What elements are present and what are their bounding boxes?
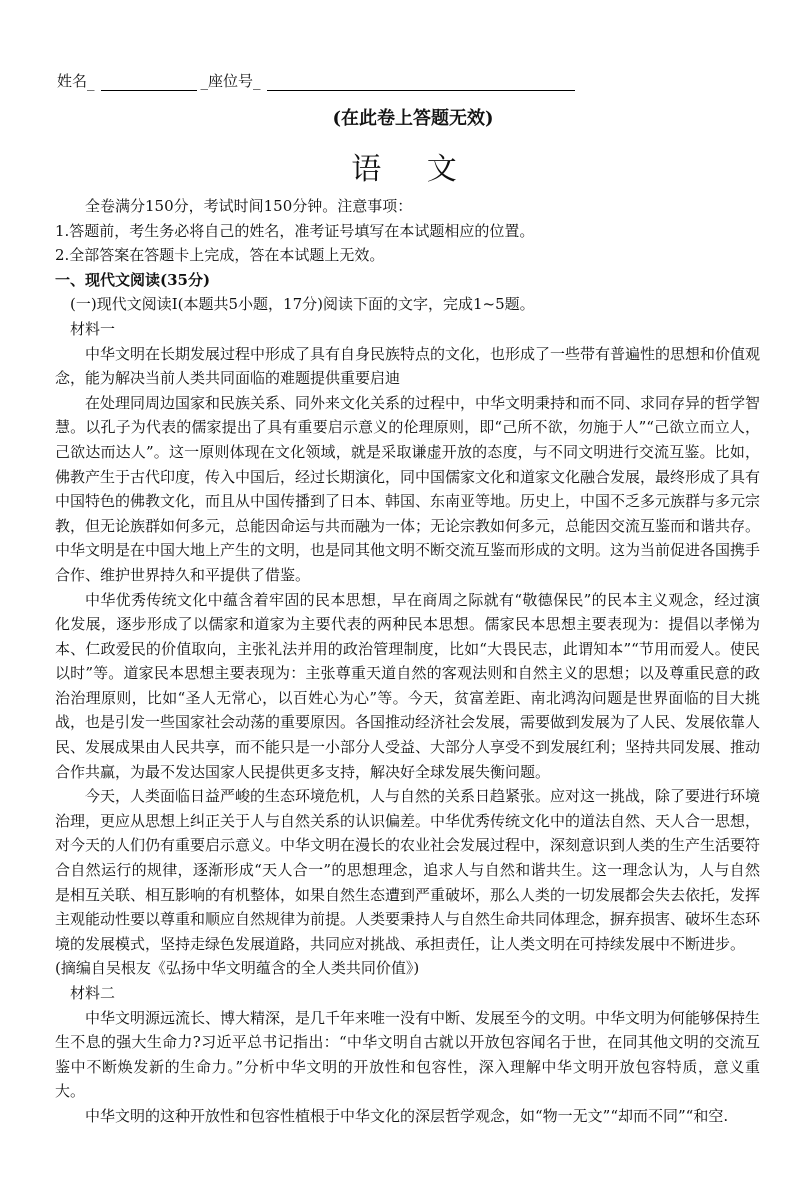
material-2-paragraph-2: 中华文明的这种开放性和包容性植根于中华文化的深层哲学观念，如“物一无文”“却而不同”“和空.	[85, 1106, 729, 1125]
page-title: 语 文	[351, 152, 475, 187]
material-2-paragraph-1: 中华文明源远流长、博大精深，是几千年来唯一没有中断、发展至今的文明。中华文明为何能够保持生生不息的强大生命力?习近平总书记指出：“中华文明自古就以开放包容闻名于世，在同其他文明的交流互鉴中不断焕发新的生命力。”分析中华文明的开放性和包容性，深入理解中华文明开放包容特质，意义重大。	[55, 1008, 761, 1101]
name-separator: _	[87, 73, 95, 91]
material-1-paragraph-4: 中华优秀传统文化中蕴含着牢固的民本思想，早在商周之际就有“敬德保民”的民本主义观念，经过演化发展，逐步形成了以儒家和道家为主要代表的两种民本思想。儒家民本思想主要表现为：提倡以孝悌为本、仁政爱民的价值取向，主张礼法并用的政治管理制度，比如“大畏民志，此谓知本”“节用而爱人。使民以时”等。道家民本思想主要表现为：主张尊重天道自然的客观法则和自然主义的思想；以及尊重民意的政治治理原则，比如“圣人无常心，以百姓心为心”等。今天，贫富差距、南北鸿沟问题是世界面临的目大挑战，也是引发一些国家社会动荡的重要原因。各国推动经济社会发展，需要做到发展为了人民、发展依靠人民、发展成果由人民共享，而不能只是一小部分人受益、大部分人享受不到发展红利；坚持共同发展、推动合作共赢，为最不发达国家人民提供更多支持，解决好全球发展失衡问题。	[55, 590, 761, 781]
name-blank[interactable]	[101, 76, 197, 91]
material-1-source: (摘编自吴根友《弘扬中华文明蕴含的全人类共同价值》)	[55, 959, 420, 978]
material-1-paragraph-3: 中华文明是在中国大地上产生的文明，也是同其他文明不断交流互鉴而形成的文明。这为当前促进各国携手合作、维护世界持久和平提供了借鉴。	[55, 541, 761, 584]
instruction-item-2: 2.全部答案在答题卡上完成，答在本试题上无效。	[55, 246, 385, 265]
name-label: 姓名	[57, 72, 88, 90]
seat-label: _座位号_	[200, 72, 261, 90]
instruction-item-1: 1.答题前，考生务必将自己的姓名，准考证号填写在本试题相应的位置。	[55, 221, 535, 240]
section-subheading: (一)现代文阅读Ⅰ(本题共5小题，17分)阅读下面的文字，完成1~5题。	[70, 295, 535, 314]
seat-blank[interactable]	[267, 76, 575, 91]
material-1-label: 材料一	[70, 319, 116, 338]
material-2-label: 材料二	[70, 984, 116, 1002]
instructions-intro: 全卷满分150分，考试时间150分钟。注意事项：	[85, 197, 413, 215]
section-heading: 一、现代文阅读(35分)	[55, 270, 211, 289]
exam-content	[55, 194, 760, 1129]
material-1-paragraph-1: 中华文明在长期发展过程中形成了具有自身民族特点的文化，也形成了一些带有普遍性的思想和价值观念，能为解决当前人类共同面临的难题提供重要启迪	[55, 344, 761, 388]
student-info-line	[57, 70, 575, 91]
material-1-paragraph-5: 今天，人类面临日益严峻的生态环境危机，人与自然的关系日趋紧张。应对这一挑战，除了要进行环境治理，更应从思想上纠正关于人与自然关系的认识偏差。中华优秀传统文化中的道法自然、天人合一思想，对今天的人们仍有重要启示意义。中华文明在漫长的农业社会发展过程中，深刻意识到人类的生产生活要符合自然运行的规律，逐渐形成“天人合一”的思想理念，追求人与自然和谐共生。这一理念认为，人与自然是相互关联、相互影响的有机整体，如果自然生态遭到严重破坏，那么人类的一切发展都会失去依托，发挥主观能动性要以尊重和顺应自然规律为前提。人类要秉持人与自然生命共同体理念，摒弃损害、破坏生态环境的发展模式，坚持走绿色发展道路，共同应对挑战、承担责任，让人类文明在可持续发展中不断进步。	[55, 787, 761, 953]
invalid-answer-notice: (在此卷上答题无效)	[332, 108, 494, 129]
material-1-paragraph-2: 在处理同周边国家和民族关系、同外来文化关系的过程中，中华文明秉持和而不同、求同存异的哲学智慧。以孔子为代表的儒家提出了具有重要启示意义的伦理原则，即“己所不欲，勿施于人”“己欲立而立人，己欲达而达人”。这一原则体现在文化领域，就是采取谦虚开放的态度，与不同文明进行交流互鉴。比如，佛教产生于古代印度，传入中国后，经过长期演化，同中国儒家文化和道家文化融合发展，最终形成了具有中国特色的佛教文化，而且从中国传播到了日本、韩国、东南亚等地。历史上，中国不乏多元族群与多元宗教，但无论族群如何多元，总能因命运与共而融为一体；无论宗教如何多元，总能因交流互鉴而和谐共存。	[55, 393, 761, 535]
